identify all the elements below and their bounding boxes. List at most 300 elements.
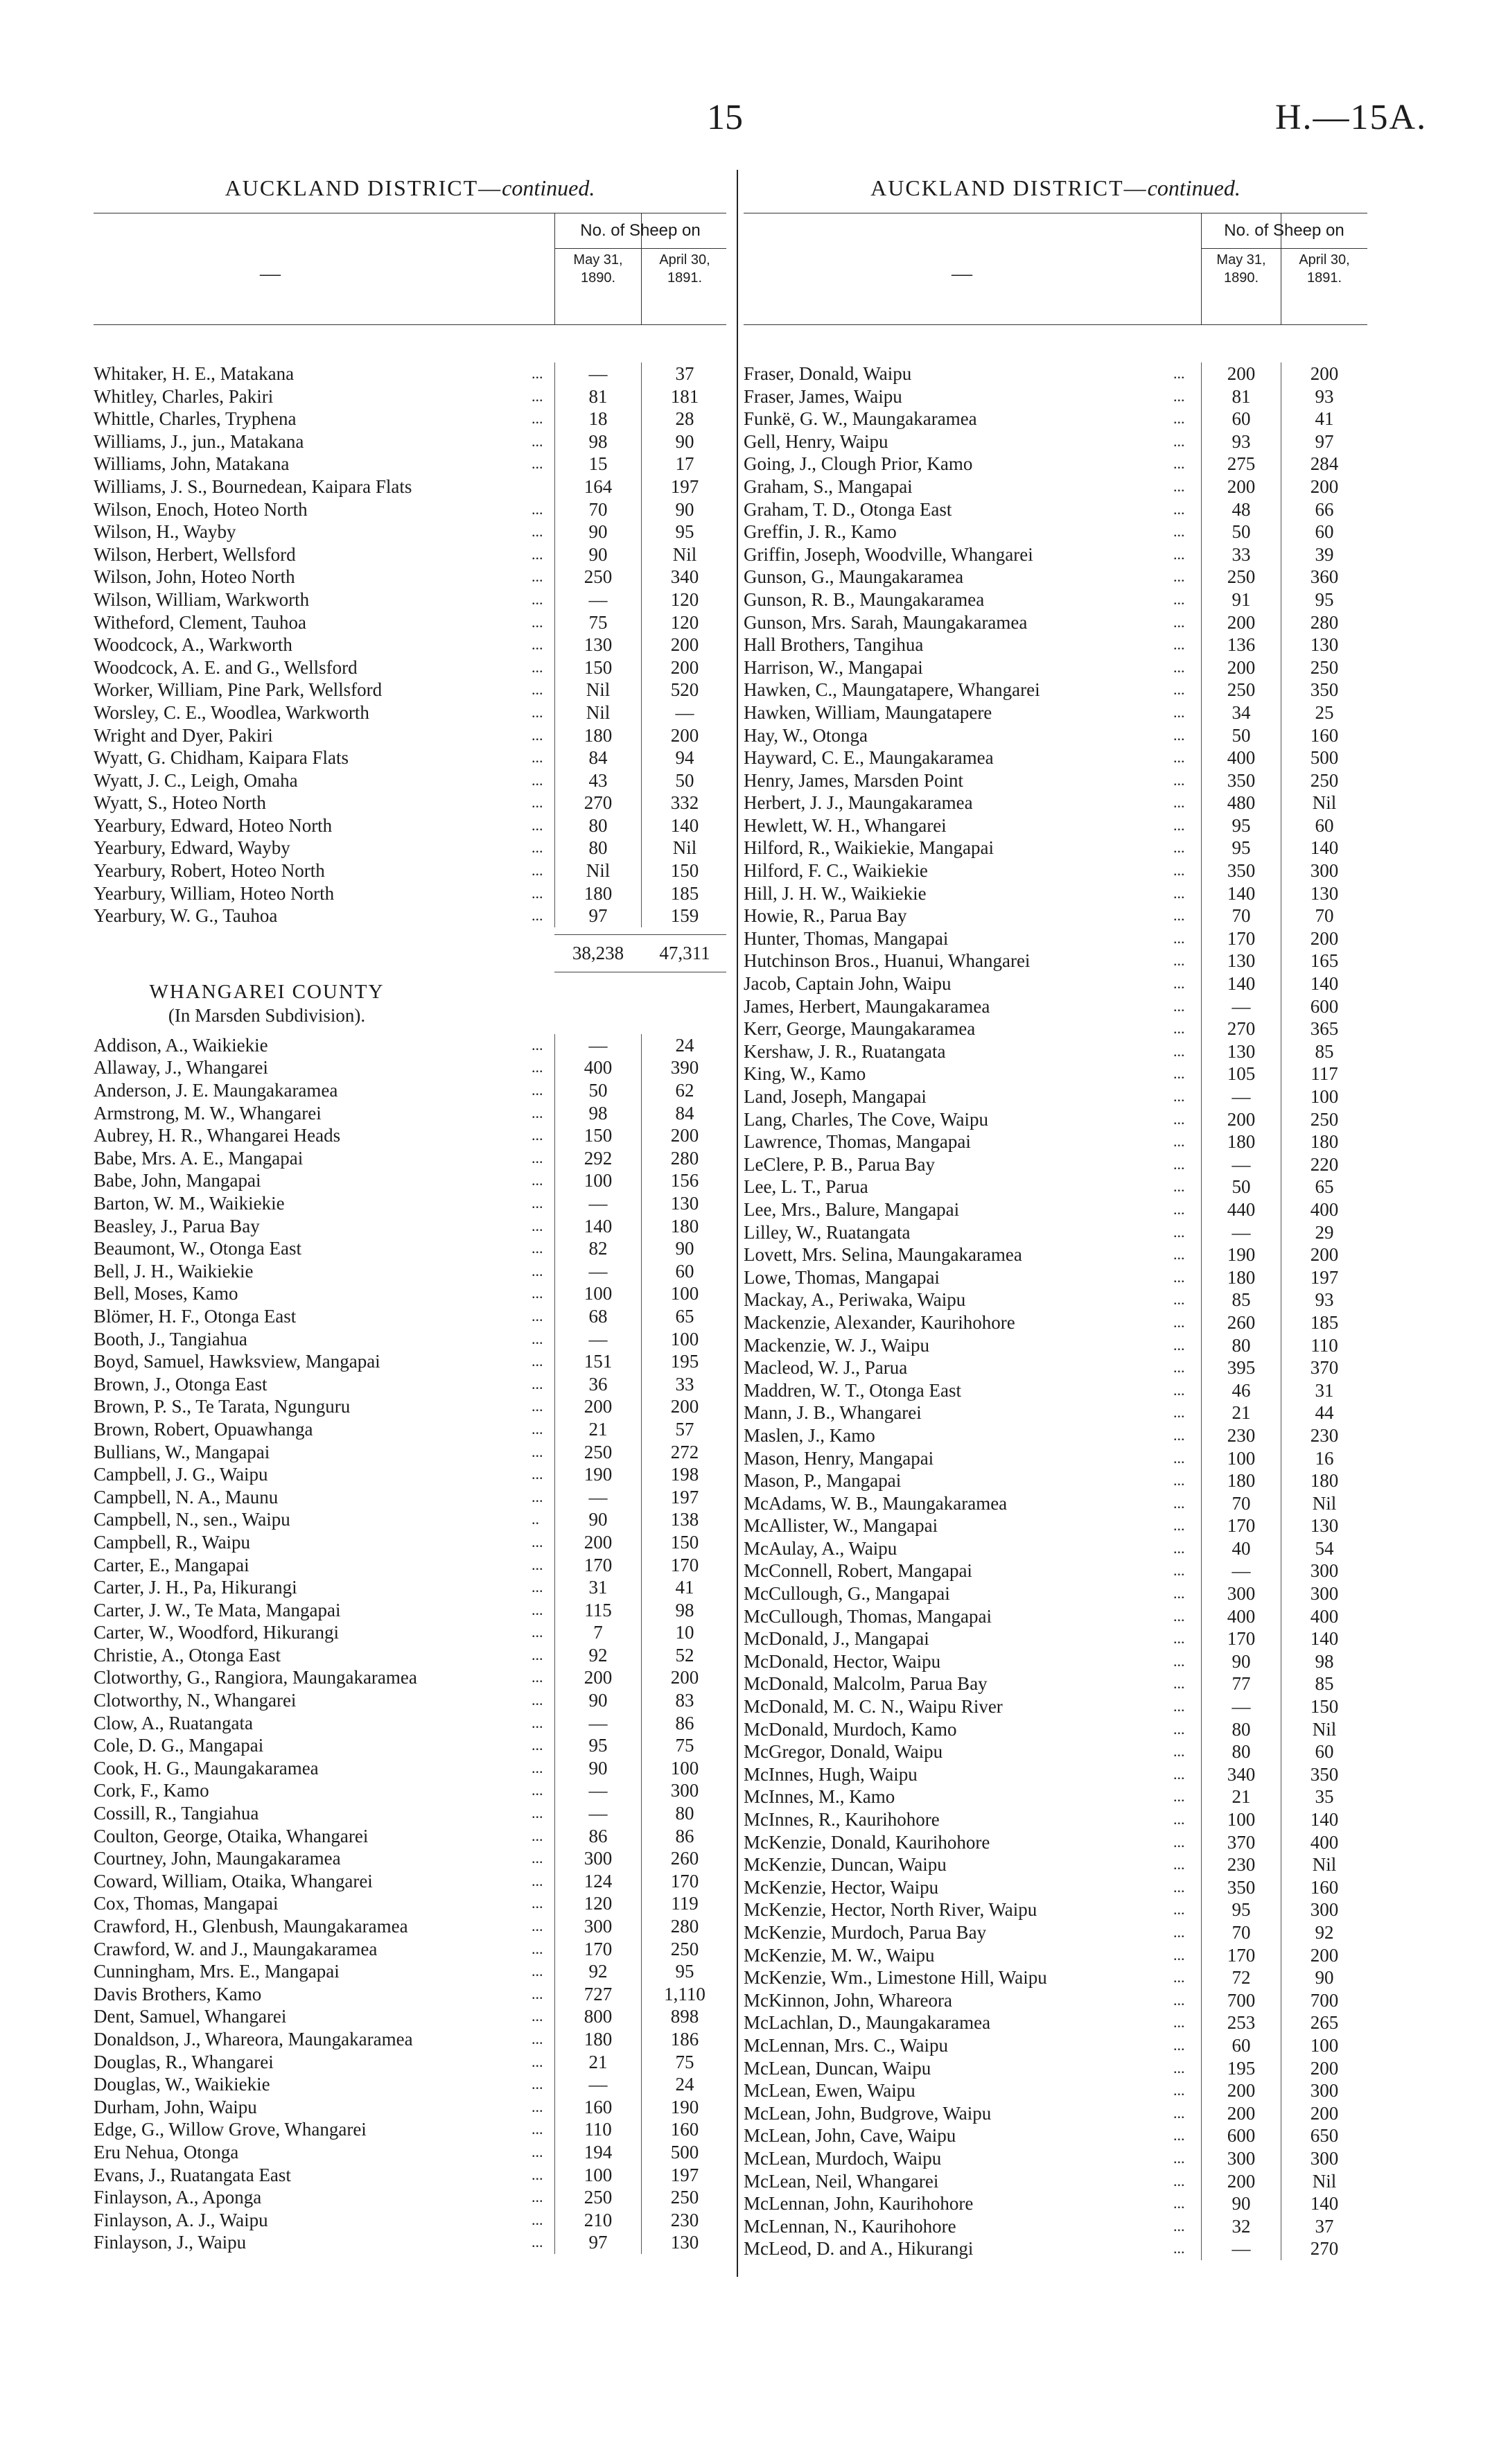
leader-dots: ... xyxy=(1173,2013,1185,2032)
cell-rule xyxy=(641,1621,642,1644)
table-row xyxy=(744,679,1367,701)
table-row xyxy=(94,746,726,769)
sheep-1890: — xyxy=(588,1260,608,1282)
cell-rule xyxy=(641,2118,642,2141)
cell-rule xyxy=(641,1576,642,1599)
table-row xyxy=(744,769,1367,792)
cell-rule xyxy=(641,2186,642,2209)
owner-name: Harrison, W., Mangapai xyxy=(744,656,923,678)
cell-rule xyxy=(1201,1063,1202,1085)
leader-dots: ... xyxy=(1173,2126,1185,2144)
owner-name: Fraser, James, Waipu xyxy=(744,385,902,407)
cell-rule xyxy=(1201,2147,1202,2170)
sheep-1890: 170 xyxy=(584,1938,613,1959)
table-row xyxy=(94,543,726,566)
sheep-1891: 150 xyxy=(670,1531,699,1553)
sheep-1890: 130 xyxy=(1227,950,1256,972)
leader-dots: ... xyxy=(1173,1968,1185,1986)
cell-rule xyxy=(554,2141,555,2164)
leader-dots: ... xyxy=(532,2097,543,2115)
leader-dots: ... xyxy=(532,410,543,428)
sheep-1890: 110 xyxy=(584,2119,612,2140)
sheep-1890: 21 xyxy=(1232,1786,1251,1808)
sheep-1891: 365 xyxy=(1310,1018,1339,1040)
cell-rule xyxy=(641,1260,642,1283)
cell-rule xyxy=(641,1147,642,1170)
sheep-1891: 95 xyxy=(675,521,694,543)
owner-name: Bell, J. H., Waikiekie xyxy=(94,1260,254,1282)
owner-name: Going, J., Clough Prior, Kamo xyxy=(744,453,973,475)
cell-rule xyxy=(641,2028,642,2051)
sheep-1890: — xyxy=(588,1803,608,1824)
cell-rule xyxy=(1201,679,1202,701)
table-row xyxy=(744,882,1367,905)
sheep-1890: 300 xyxy=(1227,1583,1256,1605)
table-row xyxy=(94,2209,726,2232)
cell-rule xyxy=(1201,927,1202,950)
leader-dots: ... xyxy=(532,1781,543,1799)
table-row xyxy=(94,1554,726,1577)
owner-name: Brown, P. S., Te Tarata, Ngunguru xyxy=(94,1396,351,1417)
owner-name: Wilson, Herbert, Wellsford xyxy=(94,543,296,565)
sheep-1891: 350 xyxy=(1310,1763,1339,1785)
cell-rule xyxy=(641,521,642,543)
leader-dots: ... xyxy=(1173,1268,1185,1286)
cell-rule xyxy=(1201,859,1202,882)
leader-dots: ... xyxy=(1173,884,1185,902)
leader-dots: ... xyxy=(532,2210,543,2228)
sheep-1891: 44 xyxy=(1315,1402,1334,1424)
sheep-1891: 250 xyxy=(1310,656,1339,678)
sheep-1891: 119 xyxy=(671,1893,699,1914)
cell-rule xyxy=(554,1463,555,1486)
sheep-1891: 170 xyxy=(670,1554,699,1575)
table-row xyxy=(744,1559,1367,1582)
owner-name: Cole, D. G., Mangapai xyxy=(94,1735,264,1756)
sheep-1890: — xyxy=(1232,1153,1251,1175)
owner-name: Christie, A., Otonga East xyxy=(94,1644,281,1666)
sheep-1890: Nil xyxy=(586,679,611,701)
owner-name: McKenzie, Murdoch, Parua Bay xyxy=(744,1921,987,1943)
owner-name: McInnes, R., Kaurihohore xyxy=(744,1809,940,1830)
cell-rule xyxy=(1201,1243,1202,1266)
leader-dots: ... xyxy=(1173,1833,1185,1851)
cell-rule xyxy=(1201,1040,1202,1063)
sheep-1891: 156 xyxy=(670,1170,699,1191)
sheep-1890: Nil xyxy=(586,860,611,882)
cell-rule xyxy=(554,1508,555,1531)
table-row xyxy=(744,1514,1367,1537)
cell-rule xyxy=(554,1689,555,1712)
table-row xyxy=(94,1147,726,1170)
sheep-1891: 180 xyxy=(1310,1470,1339,1492)
owner-name: McLean, Ewen, Waipu xyxy=(744,2080,915,2102)
table-row xyxy=(94,1531,726,1554)
table-row xyxy=(744,1966,1367,1989)
leader-dots: ... xyxy=(1173,545,1185,563)
table-row xyxy=(94,1034,726,1057)
cell-rule xyxy=(1201,1447,1202,1470)
cell-rule xyxy=(641,2051,642,2074)
sheep-1890: 100 xyxy=(584,1283,613,1304)
cell-rule xyxy=(554,362,555,385)
table-row xyxy=(94,1689,726,1712)
table-row xyxy=(744,1176,1367,1198)
cell-rule xyxy=(554,814,555,837)
table-row xyxy=(94,1644,726,1667)
table-row xyxy=(744,1831,1367,1854)
table-row xyxy=(744,1876,1367,1899)
cell-rule xyxy=(1201,1537,1202,1560)
owner-name: Donaldson, J., Whareora, Maungakaramea xyxy=(94,2028,413,2050)
owner-name: Crawford, W. and J., Maungakaramea xyxy=(94,1938,378,1959)
table-row xyxy=(744,1063,1367,1085)
cell-rule xyxy=(1201,566,1202,588)
leader-dots: ... xyxy=(532,907,543,925)
sheep-1891: 93 xyxy=(1315,385,1334,407)
table-row xyxy=(94,2028,726,2051)
cell-rule xyxy=(1201,950,1202,972)
owner-name: Gunson, Mrs. Sarah, Maungakaramea xyxy=(744,611,1028,633)
leader-dots: ... xyxy=(1173,1923,1185,1941)
cell-rule xyxy=(1201,2102,1202,2125)
leader-dots: ... xyxy=(532,862,543,880)
owner-name: McLeod, D. and A., Hikurangi xyxy=(744,2238,974,2260)
owner-list xyxy=(744,362,1367,2260)
sheep-1891: 75 xyxy=(675,2051,694,2072)
owner-name: James, Herbert, Maungakaramea xyxy=(744,995,990,1017)
owner-name: Maslen, J., Kamo xyxy=(744,1424,875,1446)
sheep-1890: 77 xyxy=(1232,1673,1251,1695)
owner-name: Witheford, Clement, Tauhoa xyxy=(94,611,306,633)
cell-rule xyxy=(1201,430,1202,453)
leader-dots: ... xyxy=(532,703,543,721)
cell-rule xyxy=(1201,769,1202,792)
sheep-1891: 17 xyxy=(675,453,694,475)
cell-rule xyxy=(1201,1763,1202,1786)
leader-dots: ... xyxy=(1173,1042,1185,1060)
leader-dots: ... xyxy=(532,2120,543,2138)
leader-dots: ... xyxy=(1173,2081,1185,2099)
cell-rule xyxy=(1201,972,1202,995)
cell-rule xyxy=(1201,1695,1202,1718)
cell-rule xyxy=(1201,1017,1202,1040)
table-row xyxy=(94,1983,726,2006)
table-row xyxy=(94,724,726,747)
table-row xyxy=(94,1757,726,1780)
cell-rule xyxy=(1201,1153,1202,1176)
leader-dots: ... xyxy=(532,1239,543,1257)
leader-dots: ... xyxy=(532,2188,543,2206)
sheep-1890: 92 xyxy=(588,1961,608,1982)
cell-rule xyxy=(554,1825,555,1848)
leader-dots: ... xyxy=(1173,839,1185,857)
sheep-1890: 350 xyxy=(1227,860,1256,882)
owner-name: Mackenzie, Alexander, Kaurihohore xyxy=(744,1311,1015,1333)
leader-dots: ... xyxy=(1173,1878,1185,1896)
cell-rule xyxy=(554,1644,555,1667)
cell-rule xyxy=(1201,408,1202,430)
sheep-1891: 200 xyxy=(1310,927,1339,949)
cell-rule xyxy=(554,1237,555,1260)
table-row xyxy=(94,2164,726,2187)
leader-dots: ... xyxy=(532,1171,543,1189)
sheep-1890: — xyxy=(588,1193,608,1214)
cell-rule xyxy=(641,1215,642,1238)
cell-rule xyxy=(641,1960,642,1983)
sheep-1890: 727 xyxy=(584,1983,613,2004)
sheep-1891: 200 xyxy=(670,1125,699,1146)
sheep-1891: 898 xyxy=(670,2006,699,2027)
sheep-1891: 41 xyxy=(1315,408,1334,430)
cell-rule xyxy=(554,2164,555,2187)
table-row xyxy=(744,1605,1367,1628)
owner-name: McCullough, G., Mangapai xyxy=(744,1583,950,1605)
cell-rule xyxy=(1201,2192,1202,2215)
sheep-1890: 700 xyxy=(1227,1989,1256,2011)
cell-rule xyxy=(554,882,555,905)
sheep-1890: 50 xyxy=(1232,521,1251,543)
owner-name: McLean, John, Budgrove, Waipu xyxy=(744,2102,992,2124)
leader-dots: ... xyxy=(1173,432,1185,450)
leader-dots: ... xyxy=(532,1532,543,1550)
cell-rule xyxy=(554,1034,555,1057)
sheep-1891: 120 xyxy=(670,588,699,610)
table-row xyxy=(744,2192,1367,2215)
sheep-1890: 200 xyxy=(1227,656,1256,678)
table-row xyxy=(744,1040,1367,1063)
sheep-1890: 150 xyxy=(584,656,613,678)
sheep-1890: 250 xyxy=(1227,679,1256,701)
table-row xyxy=(94,1666,726,1689)
leader-dots: ... xyxy=(1173,816,1185,834)
sheep-1890: — xyxy=(588,1712,608,1733)
sheep-1890: 136 xyxy=(1227,634,1256,656)
sheep-1890: 92 xyxy=(588,1644,608,1666)
cell-rule xyxy=(641,1169,642,1192)
owner-name: Clotworthy, G., Rangiora, Maungakaramea xyxy=(94,1667,417,1688)
sheep-1890: 32 xyxy=(1232,2215,1251,2237)
owner-name: Greffin, J. R., Kamo xyxy=(744,521,897,543)
sheep-1891: 97 xyxy=(1315,430,1334,452)
table-row xyxy=(94,1305,726,1328)
leader-dots: ... xyxy=(1173,1494,1185,1512)
cell-rule xyxy=(554,2118,555,2141)
table-row xyxy=(94,1779,726,1802)
cell-rule xyxy=(554,769,555,792)
sheep-1891: 16 xyxy=(1315,1447,1334,1469)
owner-name: Yearbury, W. G., Tauhoa xyxy=(94,905,278,927)
owner-name: Gell, Henry, Waipu xyxy=(744,430,888,452)
sheep-1890: 124 xyxy=(584,1870,613,1891)
sheep-1890: 80 xyxy=(588,814,608,836)
column-divider xyxy=(737,170,738,2277)
cell-rule xyxy=(554,656,555,679)
sheep-1891: 92 xyxy=(1315,1921,1334,1943)
sheep-1891: 130 xyxy=(670,1193,699,1214)
leader-dots: ... xyxy=(532,1284,543,1302)
sheep-1891: 186 xyxy=(670,2028,699,2050)
leader-dots: ... xyxy=(1173,1517,1185,1535)
sheep-1891: 1,110 xyxy=(664,1983,705,2004)
table-row xyxy=(744,521,1367,543)
table-row xyxy=(94,882,726,905)
owner-name: Hilford, F. C., Waikiekie xyxy=(744,860,928,882)
cell-rule xyxy=(641,362,642,385)
table-row xyxy=(744,1447,1367,1470)
cell-rule xyxy=(554,1531,555,1554)
table-row xyxy=(744,724,1367,747)
cell-rule xyxy=(1201,1514,1202,1537)
sheep-1891: 200 xyxy=(670,1667,699,1688)
leader-dots: ... xyxy=(532,1329,543,1347)
owner-name: Evans, J., Ruatangata East xyxy=(94,2164,291,2185)
cell-rule xyxy=(1201,1198,1202,1221)
sheep-1890: 200 xyxy=(1227,2170,1256,2192)
sheep-1891: 200 xyxy=(1310,363,1339,384)
table-row xyxy=(744,611,1367,634)
owner-name: Douglas, R., Whangarei xyxy=(94,2051,274,2072)
sheep-1890: 170 xyxy=(1227,927,1256,949)
owner-name: Beaumont, W., Otonga East xyxy=(94,1238,301,1259)
sheep-1890: 210 xyxy=(584,2209,613,2230)
district-heading-continued: continued. xyxy=(1147,175,1241,200)
cell-rule xyxy=(641,1983,642,2006)
owner-name: McLean, Neil, Whangarei xyxy=(744,2170,939,2192)
table-row xyxy=(744,1537,1367,1560)
leader-dots: ... xyxy=(532,1126,543,1144)
leader-dots: ... xyxy=(1173,590,1185,608)
sheep-1891: 84 xyxy=(675,1102,694,1124)
cell-rule xyxy=(554,588,555,611)
table-row xyxy=(744,1085,1367,1108)
owner-name: Finlayson, J., Waipu xyxy=(94,2232,247,2253)
table-row xyxy=(94,1870,726,1893)
leader-dots: ... xyxy=(532,1713,543,1731)
sheep-1890: — xyxy=(588,1034,608,1056)
cell-rule xyxy=(1201,1808,1202,1831)
table-row xyxy=(94,1215,726,1238)
sheep-1891: Nil xyxy=(672,543,697,565)
leader-dots: ... xyxy=(532,1871,543,1889)
sheep-1890: 250 xyxy=(584,2187,613,2208)
total-1890: 38,238 xyxy=(572,942,624,963)
owner-name: Wyatt, J. C., Leigh, Omaha xyxy=(94,769,298,791)
owner-name: Maddren, W. T., Otonga East xyxy=(744,1379,961,1401)
table-row xyxy=(744,498,1367,521)
sheep-1891: 250 xyxy=(670,2187,699,2208)
cell-rule xyxy=(554,1102,555,1125)
owner-name: Griffin, Joseph, Woodville, Whangarei xyxy=(744,543,1033,565)
cell-rule xyxy=(1201,1108,1202,1131)
sheep-1891: 250 xyxy=(670,1938,699,1959)
sheep-1891: 90 xyxy=(675,498,694,520)
leader-dots: ... xyxy=(1173,1426,1185,1444)
table-row xyxy=(94,1486,726,1509)
cell-rule xyxy=(554,679,555,701)
sheep-1890: 300 xyxy=(584,1848,613,1869)
leader-dots: ... xyxy=(532,1374,543,1392)
table-row xyxy=(744,2237,1367,2260)
cell-rule xyxy=(1201,1989,1202,2012)
cell-rule xyxy=(641,905,642,927)
owner-name: Yearbury, William, Hoteo North xyxy=(94,882,335,904)
sheep-1891: 25 xyxy=(1315,701,1334,723)
owner-name: McDonald, Murdoch, Kamo xyxy=(744,1718,957,1740)
sheep-1890: 350 xyxy=(1227,1876,1256,1898)
cell-rule xyxy=(554,1621,555,1644)
sheep-1890: — xyxy=(588,1486,608,1508)
owner-name: McKinnon, John, Whareora xyxy=(744,1989,952,2011)
leader-dots: ... xyxy=(532,884,543,902)
sheep-1890: — xyxy=(1232,995,1251,1017)
table-row xyxy=(744,1108,1367,1131)
owner-name: Addison, A., Waikiekie xyxy=(94,1034,268,1056)
leader-dots: ... xyxy=(532,1826,543,1844)
table-row xyxy=(94,859,726,882)
sheep-1891: 181 xyxy=(670,385,699,407)
cell-rule xyxy=(554,1960,555,1983)
owner-name: Hall Brothers, Tangihua xyxy=(744,634,924,656)
table-row xyxy=(94,1079,726,1102)
sheep-1891: 230 xyxy=(670,2209,699,2230)
owner-name: Henry, James, Marsden Point xyxy=(744,769,963,791)
leader-dots: ... xyxy=(532,2233,543,2251)
sheep-1890: 190 xyxy=(1227,1244,1256,1266)
cell-rule xyxy=(641,1825,642,1848)
sheep-1890: 350 xyxy=(1227,769,1256,791)
cell-rule xyxy=(1201,995,1202,1018)
owner-name: LeClere, P. B., Parua Bay xyxy=(744,1153,935,1175)
table-row xyxy=(94,837,726,859)
owner-name: Hunter, Thomas, Mangapai xyxy=(744,927,949,949)
cell-rule xyxy=(641,1892,642,1915)
leader-dots: ... xyxy=(1173,2059,1185,2077)
cell-rule xyxy=(1201,2170,1202,2193)
cell-rule xyxy=(1201,385,1202,408)
sheep-1890: 100 xyxy=(1227,1447,1256,1469)
cell-rule xyxy=(554,1915,555,1938)
table-row xyxy=(744,1785,1367,1808)
sheep-1891: 280 xyxy=(1310,611,1339,633)
sheep-1891: 85 xyxy=(1315,1040,1334,1062)
owner-name: Wilson, H., Wayby xyxy=(94,521,236,543)
cell-rule xyxy=(641,2096,642,2119)
leader-dots: ... xyxy=(1173,1020,1185,1038)
cell-rule xyxy=(554,1192,555,1215)
owner-name: McKenzie, Hector, Waipu xyxy=(744,1876,939,1898)
cell-rule xyxy=(641,408,642,430)
leader-dots: ... xyxy=(532,2052,543,2070)
owner-name: Coulton, George, Otaika, Whangarei xyxy=(94,1825,369,1846)
table-row xyxy=(744,1153,1367,1176)
cell-rule xyxy=(554,1734,555,1757)
cell-rule xyxy=(554,2028,555,2051)
owner-name: Cork, F., Kamo xyxy=(94,1780,209,1801)
cell-rule xyxy=(554,498,555,521)
cell-rule xyxy=(1201,362,1202,385)
leader-dots: ... xyxy=(532,1487,543,1505)
sheep-1890: — xyxy=(1232,2238,1251,2260)
leader-dots: ... xyxy=(532,1939,543,1957)
owner-name: Whitaker, H. E., Matakana xyxy=(94,363,295,384)
sheep-1891: 110 xyxy=(1311,1334,1338,1356)
cell-rule xyxy=(1201,1334,1202,1357)
owner-name: Beasley, J., Parua Bay xyxy=(94,1215,260,1237)
leader-dots: ... xyxy=(1173,636,1185,654)
cell-rule xyxy=(641,1102,642,1125)
sheep-1890: 50 xyxy=(1232,724,1251,746)
